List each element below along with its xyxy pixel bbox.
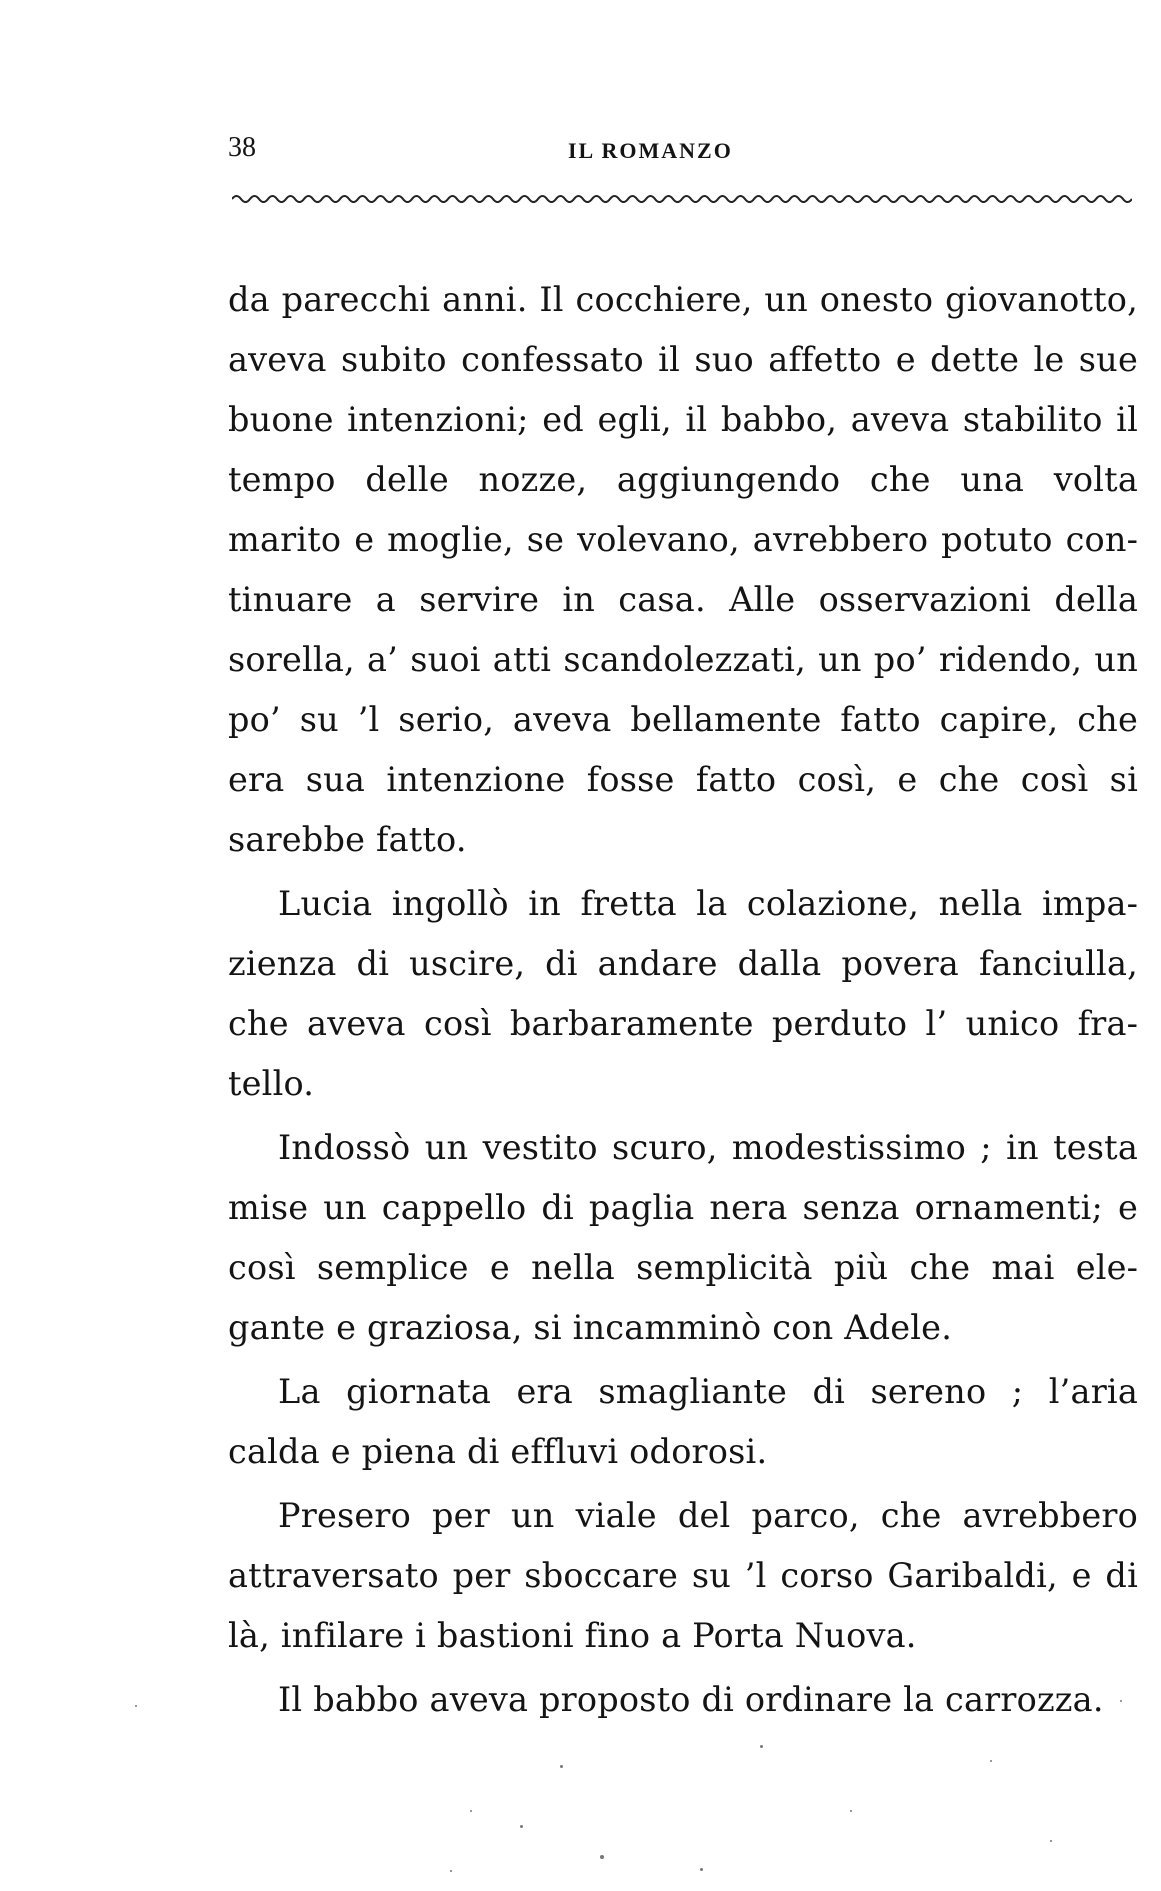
wavy-rule-ornament [232, 188, 1132, 210]
paragraph-3: Indossò un vestito scuro, modestissimo ; in testa mise un cappello di paglia nera senza ornamenti; e così semplice e nella semplicità più che mai elegante e graziosa, si incamminò con Adele. [228, 1128, 1138, 1347]
paragraph-4: La giornata era smagliante di sereno ; l’aria calda e piena di effluvi odorosi. [228, 1372, 1138, 1471]
running-title: IL ROMANZO [568, 138, 733, 163]
paragraph-6: Il babbo aveva proposto di ordinare la carrozza. [278, 1680, 1104, 1719]
body-text [228, 270, 1138, 1730]
paragraph-5: Presero per un viale del parco, che avrebbero attraversato per sboccare su ’l corso Garibaldi, e di là, infilare i bastioni fino a Porta Nuova. [228, 1496, 1138, 1655]
paragraph-2: Lucia ingollò in fretta la colazione, nella impazienza di uscire, di andare dalla povera fanciulla, che aveva così barbaramente perduto l’ unico fratello. [228, 884, 1138, 1103]
running-head [228, 132, 1133, 172]
page-number: 38 [228, 132, 256, 163]
paragraph-1: da parecchi anni. Il cocchiere, un onesto giovanotto, aveva subito confessato il suo affetto e dette le sue buone intenzioni; ed egli, il babbo, aveva stabilito il tempo delle nozze, aggiungendo che una volta marito e moglie, se volevano, avrebbero potuto continuare a servire in casa. Alle osservazioni della sorella, a’ suoi atti scandolezzati, un po’ ridendo, un po’ su ’l serio, aveva bellamente fatto capire, che era sua intenzione fosse fatto così, e che così si sarebbe fatto. [228, 280, 1138, 859]
